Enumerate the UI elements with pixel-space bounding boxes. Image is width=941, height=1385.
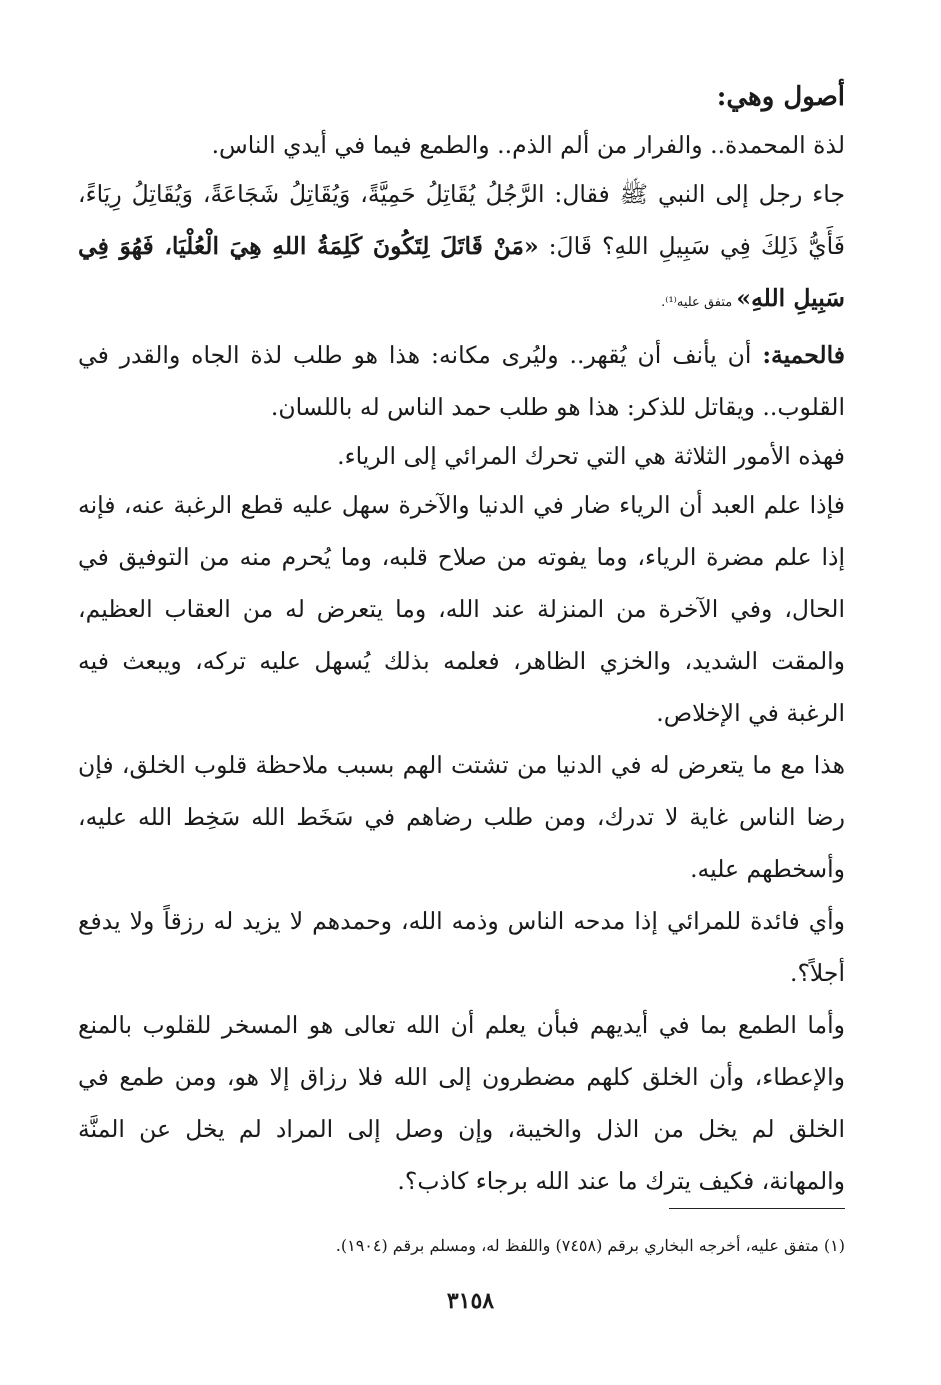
paragraph-pleasing-people: هذا مع ما يتعرض له في الدنيا من تشتت الهم بسبب ملاحظة قلوب الخلق، فإن رضا الناس غاية لا تدرك، ومن طلب رضاهم في سَخَط الله سَخِط الله عليه، وأسخطهم عليه.	[78, 751, 845, 883]
hadith-reference: متفق عليه⁽¹⁾.	[661, 295, 737, 310]
hamiyya-explanation: أن يأنف أن يُقهر.. وليُرى مكانه: هذا هو طلب لذة الجاه والقدر في القلوب.. ويقاتل للذكر: هذا هو طلب حمد الناس له باللسان.	[78, 341, 845, 421]
page-body	[78, 72, 845, 1207]
section-heading: أصول وهي:	[716, 82, 845, 112]
paragraph-three-matters: فهذه الأمور الثلاثة هي التي تحرك المرائي إلى الرياء.	[337, 442, 845, 470]
paragraph-hadith	[78, 168, 845, 329]
paragraph-praise-benefit: وأي فائدة للمرائي إذا مدحه الناس وذمه الله، وحمدهم لا يزيد له رزقاً ولا يدفع أجلاً؟.	[78, 907, 845, 987]
footnote: (١) متفق عليه، أخرجه البخاري برقم (٧٤٥٨) واللفظ له، ومسلم برقم (١٩٠٤).	[335, 1236, 845, 1255]
paragraph-knowledge-of-harm: فإذا علم العبد أن الرياء ضار في الدنيا والآخرة سهل عليه قطع الرغبة عنه، فإنه إذا علم مضرة الرياء، وما يفوته من صلاح قلبه، وما يُحرم منه من التوفيق في الحال، وفي الآخرة من المنزلة عند الله، وما يتعرض له من العقاب العظيم، والمقت الشديد، والخزي الظاهر، فعلمه بذلك يُسهل عليه تركه، ويبعث فيه الرغبة في الإخلاص.	[78, 491, 845, 727]
hadith-question: جاء رجل إلى النبي ﷺ فقال: الرَّجُلُ يُقَاتِلُ حَمِيَّةً، وَيُقَاتِلُ شَجَاعَةً، وَيُقَاتِلُ رِيَاءً، فَأَيُّ ذَلِكَ فِي سَبِيلِ اللهِ؟ قَالَ:	[78, 180, 845, 260]
term-hamiyya: فالحمية:	[762, 341, 845, 369]
paragraph-pleasures: لذة المحمدة.. والفرار من ألم الذم.. والطمع فيما في أيدي الناس.	[211, 131, 845, 159]
paragraph-greed: وأما الطمع بما في أيديهم فبأن يعلم أن الله تعالى هو المسخر للقلوب بالمنع والإعطاء، وأن الخلق كلهم مضطرون إلى الله فلا رزاق إلا هو، ومن طمع في الخلق لم يخل من الذل والخيبة، وإن وصل إلى المراد لم يخل عن المنَّة والمهانة، فكيف يترك ما عند الله برجاء كاذب؟.	[78, 1011, 845, 1195]
footnote-divider	[669, 1208, 845, 1209]
page-number: ٣١٥٨	[446, 1288, 495, 1314]
hadith-answer: «مَنْ قَاتَلَ لِتَكُونَ كَلِمَةُ اللهِ هِيَ الْعُلْيَا، فَهُوَ فِي سَبِيلِ اللهِ»	[78, 232, 845, 312]
paragraph-hamiyya	[78, 329, 845, 433]
